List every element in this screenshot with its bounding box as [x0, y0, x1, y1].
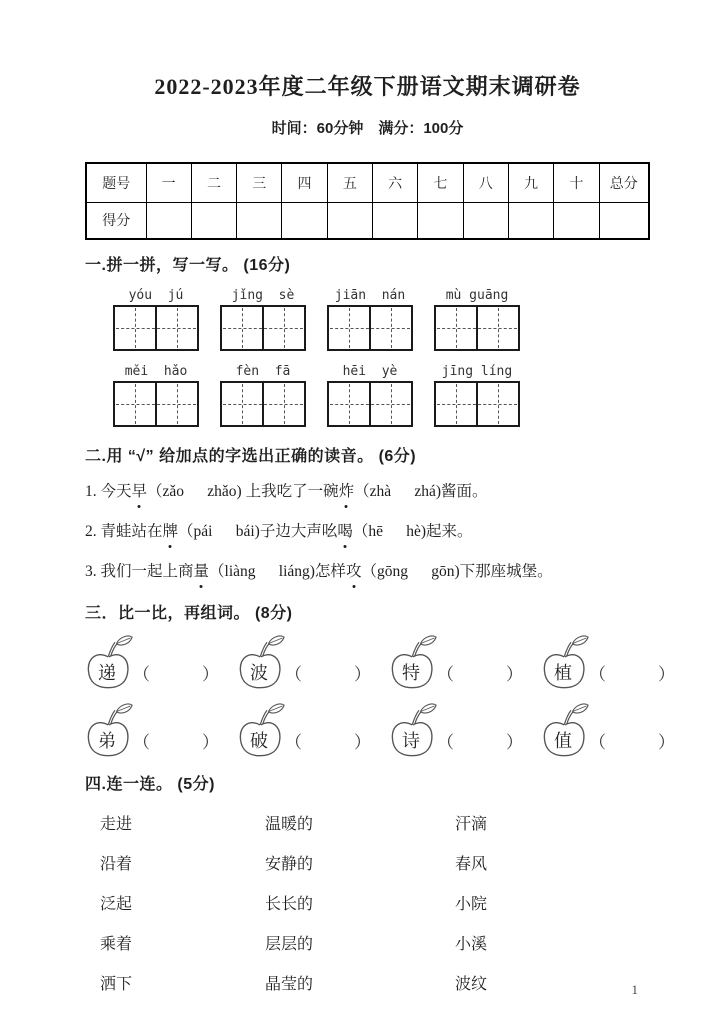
- score-blank-cell: [418, 202, 463, 239]
- writing-grid-cell: [369, 307, 411, 349]
- connect-item: 晶莹的: [265, 975, 314, 993]
- writing-grid-cell: [436, 307, 476, 349]
- score-table-header-cell: 六: [372, 163, 417, 202]
- sentence-text: （liàng liáng)怎样: [209, 563, 346, 580]
- section1-title: 一.拼一拼，写一写。 (16分): [85, 257, 291, 274]
- writing-grid-cell: [262, 307, 304, 349]
- connect-item: 泛起: [100, 895, 133, 913]
- paren-open: （: [285, 732, 302, 752]
- apple-word-item: [541, 697, 675, 759]
- score-blank-cell: [599, 202, 649, 239]
- dotted-char: 炸: [339, 480, 355, 504]
- section4-title: 四.连一连。 (5分): [85, 776, 215, 793]
- answer-blank: [285, 721, 371, 759]
- sentence: [85, 560, 650, 584]
- pinyin-label: fèn fā: [235, 364, 291, 379]
- connect-item: 走进: [100, 815, 133, 833]
- connect-column-3: [455, 802, 487, 1002]
- writing-grid: [434, 305, 520, 351]
- apple-char: 破: [250, 731, 268, 751]
- connect-item: 波纹: [455, 975, 488, 993]
- pinyin-label: jiān nán: [334, 288, 406, 303]
- connect-item: 温暖的: [265, 815, 314, 833]
- pinyin-label: jǐng sè: [231, 288, 295, 303]
- answer-blank: [589, 653, 675, 691]
- pinyin-label: jīng líng: [441, 364, 513, 379]
- pinyin-grid-group: [220, 363, 306, 427]
- apple-char: 弟: [98, 731, 116, 751]
- apple-row-1: [85, 629, 675, 691]
- writing-grid-cell: [155, 307, 197, 349]
- writing-grid: [220, 305, 306, 351]
- apple-word-item: [85, 629, 219, 691]
- answer-blank: [133, 653, 219, 691]
- sentence-text: （pái bái)子边大声吆: [178, 523, 338, 540]
- pinyin-grid-group: [113, 363, 199, 427]
- writing-grid-cell: [155, 383, 197, 425]
- writing-grid: [327, 381, 413, 427]
- apple: [237, 701, 285, 759]
- connect-item: 春风: [455, 855, 488, 873]
- writing-grid-cell: [222, 383, 262, 425]
- dotted-char: 喝: [337, 520, 353, 544]
- score-table-header-cell: 一: [146, 163, 191, 202]
- pinyin-grid-group: [327, 363, 413, 427]
- connect-item: 洒下: [100, 975, 133, 993]
- connect-item: 小院: [455, 895, 488, 913]
- connect-section: [100, 802, 650, 1002]
- sentence-text: （zhà zhá)酱面。: [354, 483, 488, 500]
- apple-word-item: [237, 629, 371, 691]
- sentence-text: （zǎo zhǎo) 上我吃了一碗: [147, 483, 339, 500]
- paren-open: （: [437, 664, 454, 684]
- pinyin-grid-group: [434, 363, 520, 427]
- page-title: 2022-2023年度二年级下册语文期末调研卷: [154, 74, 581, 99]
- writing-grid-cell: [476, 383, 518, 425]
- score-label-cell: 得分: [86, 202, 146, 239]
- connect-item: 汗滴: [455, 815, 488, 833]
- paren-open: （: [133, 732, 150, 752]
- writing-grid: [220, 381, 306, 427]
- sentence-text: 3. 我们一起上商: [85, 563, 194, 580]
- pinyin-grid-group: [113, 287, 199, 351]
- paren-open: （: [589, 732, 606, 752]
- sentence-text: 2. 青蛙站在: [85, 523, 163, 540]
- apple-word-item: [237, 697, 371, 759]
- score-table-header-cell: 七: [418, 163, 463, 202]
- pinyin-grid-group: [434, 287, 520, 351]
- writing-grid-cell: [436, 383, 476, 425]
- score-table-header-cell: 总分: [599, 163, 649, 202]
- writing-grid-cell: [262, 383, 304, 425]
- dotted-char: 量: [194, 560, 210, 584]
- writing-grid: [327, 305, 413, 351]
- apple-word-item: [389, 697, 523, 759]
- apple: [85, 633, 133, 691]
- answer-blank: [589, 721, 675, 759]
- pinyin-label: yóu jú: [128, 288, 184, 303]
- score-blank-cell: [372, 202, 417, 239]
- score-table-header-cell: 题号: [86, 163, 146, 202]
- pinyin-grid-group: [327, 287, 413, 351]
- writing-grid: [113, 381, 199, 427]
- score-blank-cell: [463, 202, 508, 239]
- apple-char: 值: [554, 731, 572, 751]
- paren-close: ）: [202, 664, 219, 684]
- score-table-header-row: [86, 163, 649, 202]
- answer-blank: [133, 721, 219, 759]
- apple: [389, 633, 437, 691]
- paren-open: （: [437, 732, 454, 752]
- sentence-text: （gōng gōn)下那座城堡。: [361, 563, 553, 580]
- sentence: [85, 520, 650, 544]
- sentence-text: 1. 今天: [85, 483, 132, 500]
- pinyin-label: měi hǎo: [124, 364, 188, 379]
- score-blank-cell: [554, 202, 599, 239]
- pinyin-grid-row-2: [113, 363, 650, 427]
- score-table-header-cell: 十: [554, 163, 599, 202]
- writing-grid-cell: [369, 383, 411, 425]
- answer-blank: [285, 653, 371, 691]
- pinyin-label: mù guāng: [445, 288, 509, 303]
- pinyin-grid-row-1: [113, 287, 650, 351]
- apple-row-2: [85, 697, 675, 759]
- paren-close: ）: [658, 664, 675, 684]
- apple: [85, 701, 133, 759]
- paren-close: ）: [354, 664, 371, 684]
- score-table-body: [86, 163, 649, 239]
- writing-grid-cell: [222, 307, 262, 349]
- connect-column-2: [265, 802, 455, 1002]
- connect-item: 乘着: [100, 935, 133, 953]
- paren-open: （: [589, 664, 606, 684]
- answer-blank: [437, 721, 523, 759]
- writing-grid-cell: [329, 383, 369, 425]
- answer-blank: [437, 653, 523, 691]
- score-table-score-row: [86, 202, 649, 239]
- dotted-char: 攻: [346, 560, 362, 584]
- exam-info: 时间：60分钟 满分：100分: [271, 120, 464, 137]
- apple: [541, 701, 589, 759]
- paren-open: （: [285, 664, 302, 684]
- writing-grid-cell: [115, 307, 155, 349]
- apple-char: 植: [554, 663, 572, 683]
- sentence-text: （hē hè)起来。: [352, 523, 473, 540]
- score-blank-cell: [237, 202, 282, 239]
- connect-column-1: [100, 802, 265, 1002]
- paren-open: （: [133, 664, 150, 684]
- pinyin-label: hēi yè: [342, 364, 398, 379]
- score-table-header-cell: 五: [327, 163, 372, 202]
- apple-char: 波: [250, 663, 268, 683]
- apple: [237, 633, 285, 691]
- apple-char: 特: [402, 663, 420, 683]
- apple-word-item: [389, 629, 523, 691]
- pinyin-grid-group: [220, 287, 306, 351]
- writing-grid-cell: [329, 307, 369, 349]
- score-blank-cell: [508, 202, 553, 239]
- apple-char: 诗: [402, 731, 420, 751]
- section2-title: 二.用 “√” 给加点的字选出正确的读音。 (6分): [85, 448, 417, 465]
- score-table-header-cell: 三: [237, 163, 282, 202]
- paren-close: ）: [506, 664, 523, 684]
- writing-grid-cell: [115, 383, 155, 425]
- dotted-char: 早: [132, 480, 148, 504]
- score-table-header-cell: 四: [282, 163, 327, 202]
- connect-item: 长长的: [265, 895, 314, 913]
- writing-grid: [113, 305, 199, 351]
- apple: [389, 701, 437, 759]
- paren-close: ）: [506, 732, 523, 752]
- sentence-list: [85, 480, 650, 584]
- sentence: [85, 480, 650, 504]
- apple-char: 递: [98, 663, 116, 683]
- writing-grid-cell: [476, 307, 518, 349]
- score-blank-cell: [191, 202, 236, 239]
- section3-title: 三．比一比，再组词。 (8分): [85, 605, 293, 622]
- score-table-header-cell: 二: [191, 163, 236, 202]
- apple-word-item: [85, 697, 219, 759]
- page-number: 1: [631, 982, 638, 997]
- dotted-char: 牌: [163, 520, 179, 544]
- score-blank-cell: [282, 202, 327, 239]
- connect-item: 安静的: [265, 855, 314, 873]
- connect-item: 小溪: [455, 935, 488, 953]
- score-table-header-cell: 八: [463, 163, 508, 202]
- apple-word-item: [541, 629, 675, 691]
- paren-close: ）: [658, 732, 675, 752]
- score-table: [85, 162, 650, 240]
- score-blank-cell: [327, 202, 372, 239]
- score-blank-cell: [146, 202, 191, 239]
- score-table-header-cell: 九: [508, 163, 553, 202]
- writing-grid: [434, 381, 520, 427]
- connect-item: 层层的: [265, 935, 314, 953]
- connect-item: 沿着: [100, 855, 133, 873]
- paren-close: ）: [354, 732, 371, 752]
- paren-close: ）: [202, 732, 219, 752]
- apple: [541, 633, 589, 691]
